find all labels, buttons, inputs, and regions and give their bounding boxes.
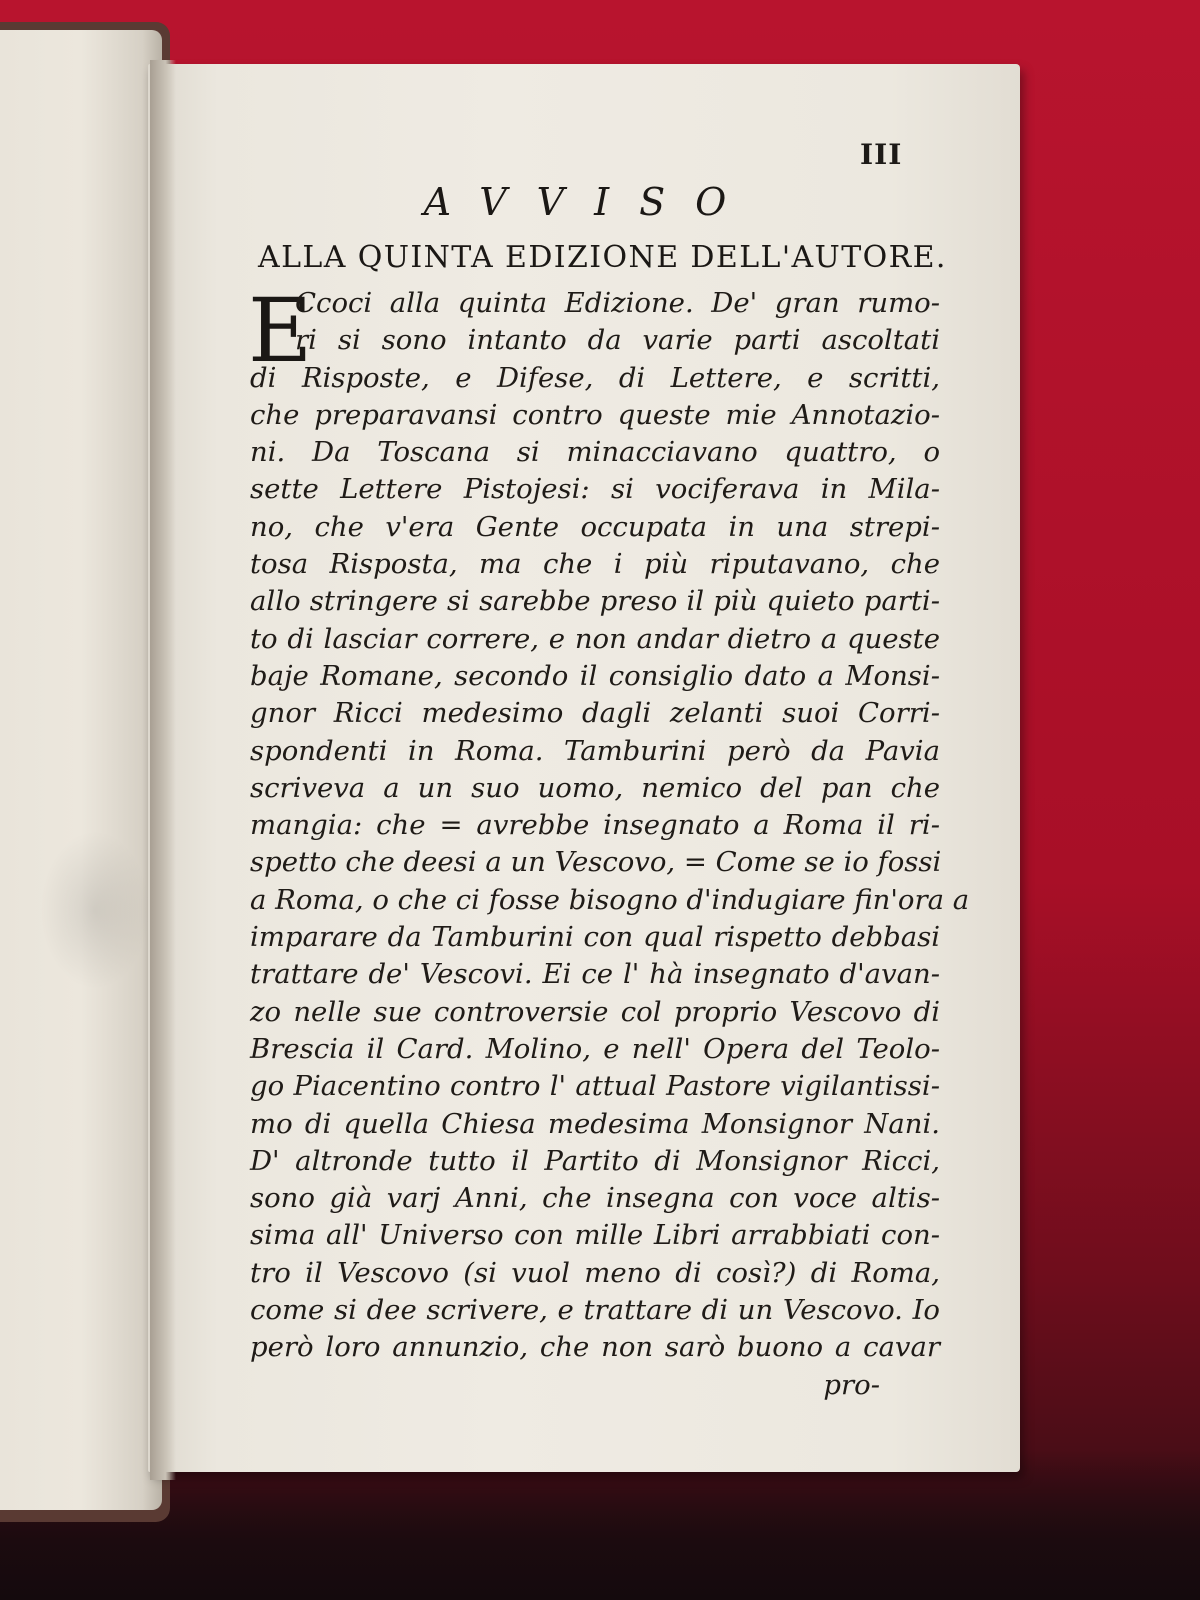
text-line: trattare de' Vescovi. Ei ce l' hà insegnato d'avan- xyxy=(250,958,940,991)
text-line: come si dee scrivere, e trattare di un Vescovo. Io xyxy=(250,1294,940,1327)
text-line: di Risposte, e Difese, di Lettere, e scritti, xyxy=(250,361,940,394)
text-line: ri si sono intanto da varie parti ascoltati xyxy=(295,324,940,357)
page-number: III xyxy=(860,138,903,171)
text-line: scriveva a un suo uomo, nemico del pan che xyxy=(250,771,940,804)
heading-title: AVVISO xyxy=(423,180,757,224)
text-line: to di lasciar correre, e non andar dietro a queste xyxy=(250,622,940,655)
text-line: imparare da Tamburini con qual rispetto debbasi xyxy=(250,921,940,954)
text-line: che preparavansi contro queste mie Annotazio- xyxy=(250,398,940,431)
text-line: allo stringere si sarebbe preso il più quieto parti- xyxy=(250,585,940,618)
text-line: però loro annunzio, che non sarò buono a cavar xyxy=(250,1331,940,1364)
text-line: ni. Da Toscana si minacciavano quattro, o xyxy=(250,436,940,469)
heading-subtitle: ALLA QUINTA EDIZIONE DELL'AUTORE. xyxy=(258,240,947,275)
text-line: gnor Ricci medesimo dagli zelanti suoi Corri- xyxy=(250,697,940,730)
left-page xyxy=(0,30,162,1510)
text-line: sono già varj Anni, che insegna con voce altis- xyxy=(250,1182,940,1215)
text-line: zo nelle sue controversie col proprio Vescovo di xyxy=(250,995,940,1028)
body-text xyxy=(248,279,970,1404)
text-line: a Roma, o che ci fosse bisogno d'indugiare fin'ora a xyxy=(250,883,970,916)
text-line: go Piacentino contro l' attual Pastore vigilantissi- xyxy=(250,1070,940,1103)
text-line: spetto che deesi a un Vescovo, = Come se io fossi xyxy=(250,846,942,879)
text-line: baje Romane, secondo il consiglio dato a Monsi- xyxy=(250,659,940,692)
catchword: pro- xyxy=(823,1368,880,1401)
page-crease xyxy=(40,830,150,990)
text-line: D' altronde tutto il Partito di Monsignor Ricci, xyxy=(250,1144,940,1177)
text-line: tro il Vescovo (si vuol meno di così?) di Roma, xyxy=(250,1256,940,1289)
text-line: mangia: che = avrebbe insegnato a Roma il ri- xyxy=(250,809,940,842)
text-line: spondenti in Roma. Tamburini però da Pavia xyxy=(250,734,940,767)
bottom-shadow xyxy=(0,1450,1200,1600)
text-line: mo di quella Chiesa medesima Monsignor Nani. xyxy=(250,1107,940,1140)
text-line: no, che v'era Gente occupata in una strepi- xyxy=(250,510,940,543)
text-line: sima all' Universo con mille Libri arrabbiati con- xyxy=(250,1219,940,1252)
text-line: sette Lettere Pistojesi: si vociferava in Mila- xyxy=(250,473,940,506)
text-line: tosa Risposta, ma che i più riputavano, che xyxy=(250,548,940,581)
drop-cap: E xyxy=(248,279,313,382)
book-gutter xyxy=(150,60,176,1480)
text-line: Ccoci alla quinta Edizione. De' gran rumo- xyxy=(295,287,940,319)
text-line: Brescia il Card. Molino, e nell' Opera del Teolo- xyxy=(250,1032,940,1065)
